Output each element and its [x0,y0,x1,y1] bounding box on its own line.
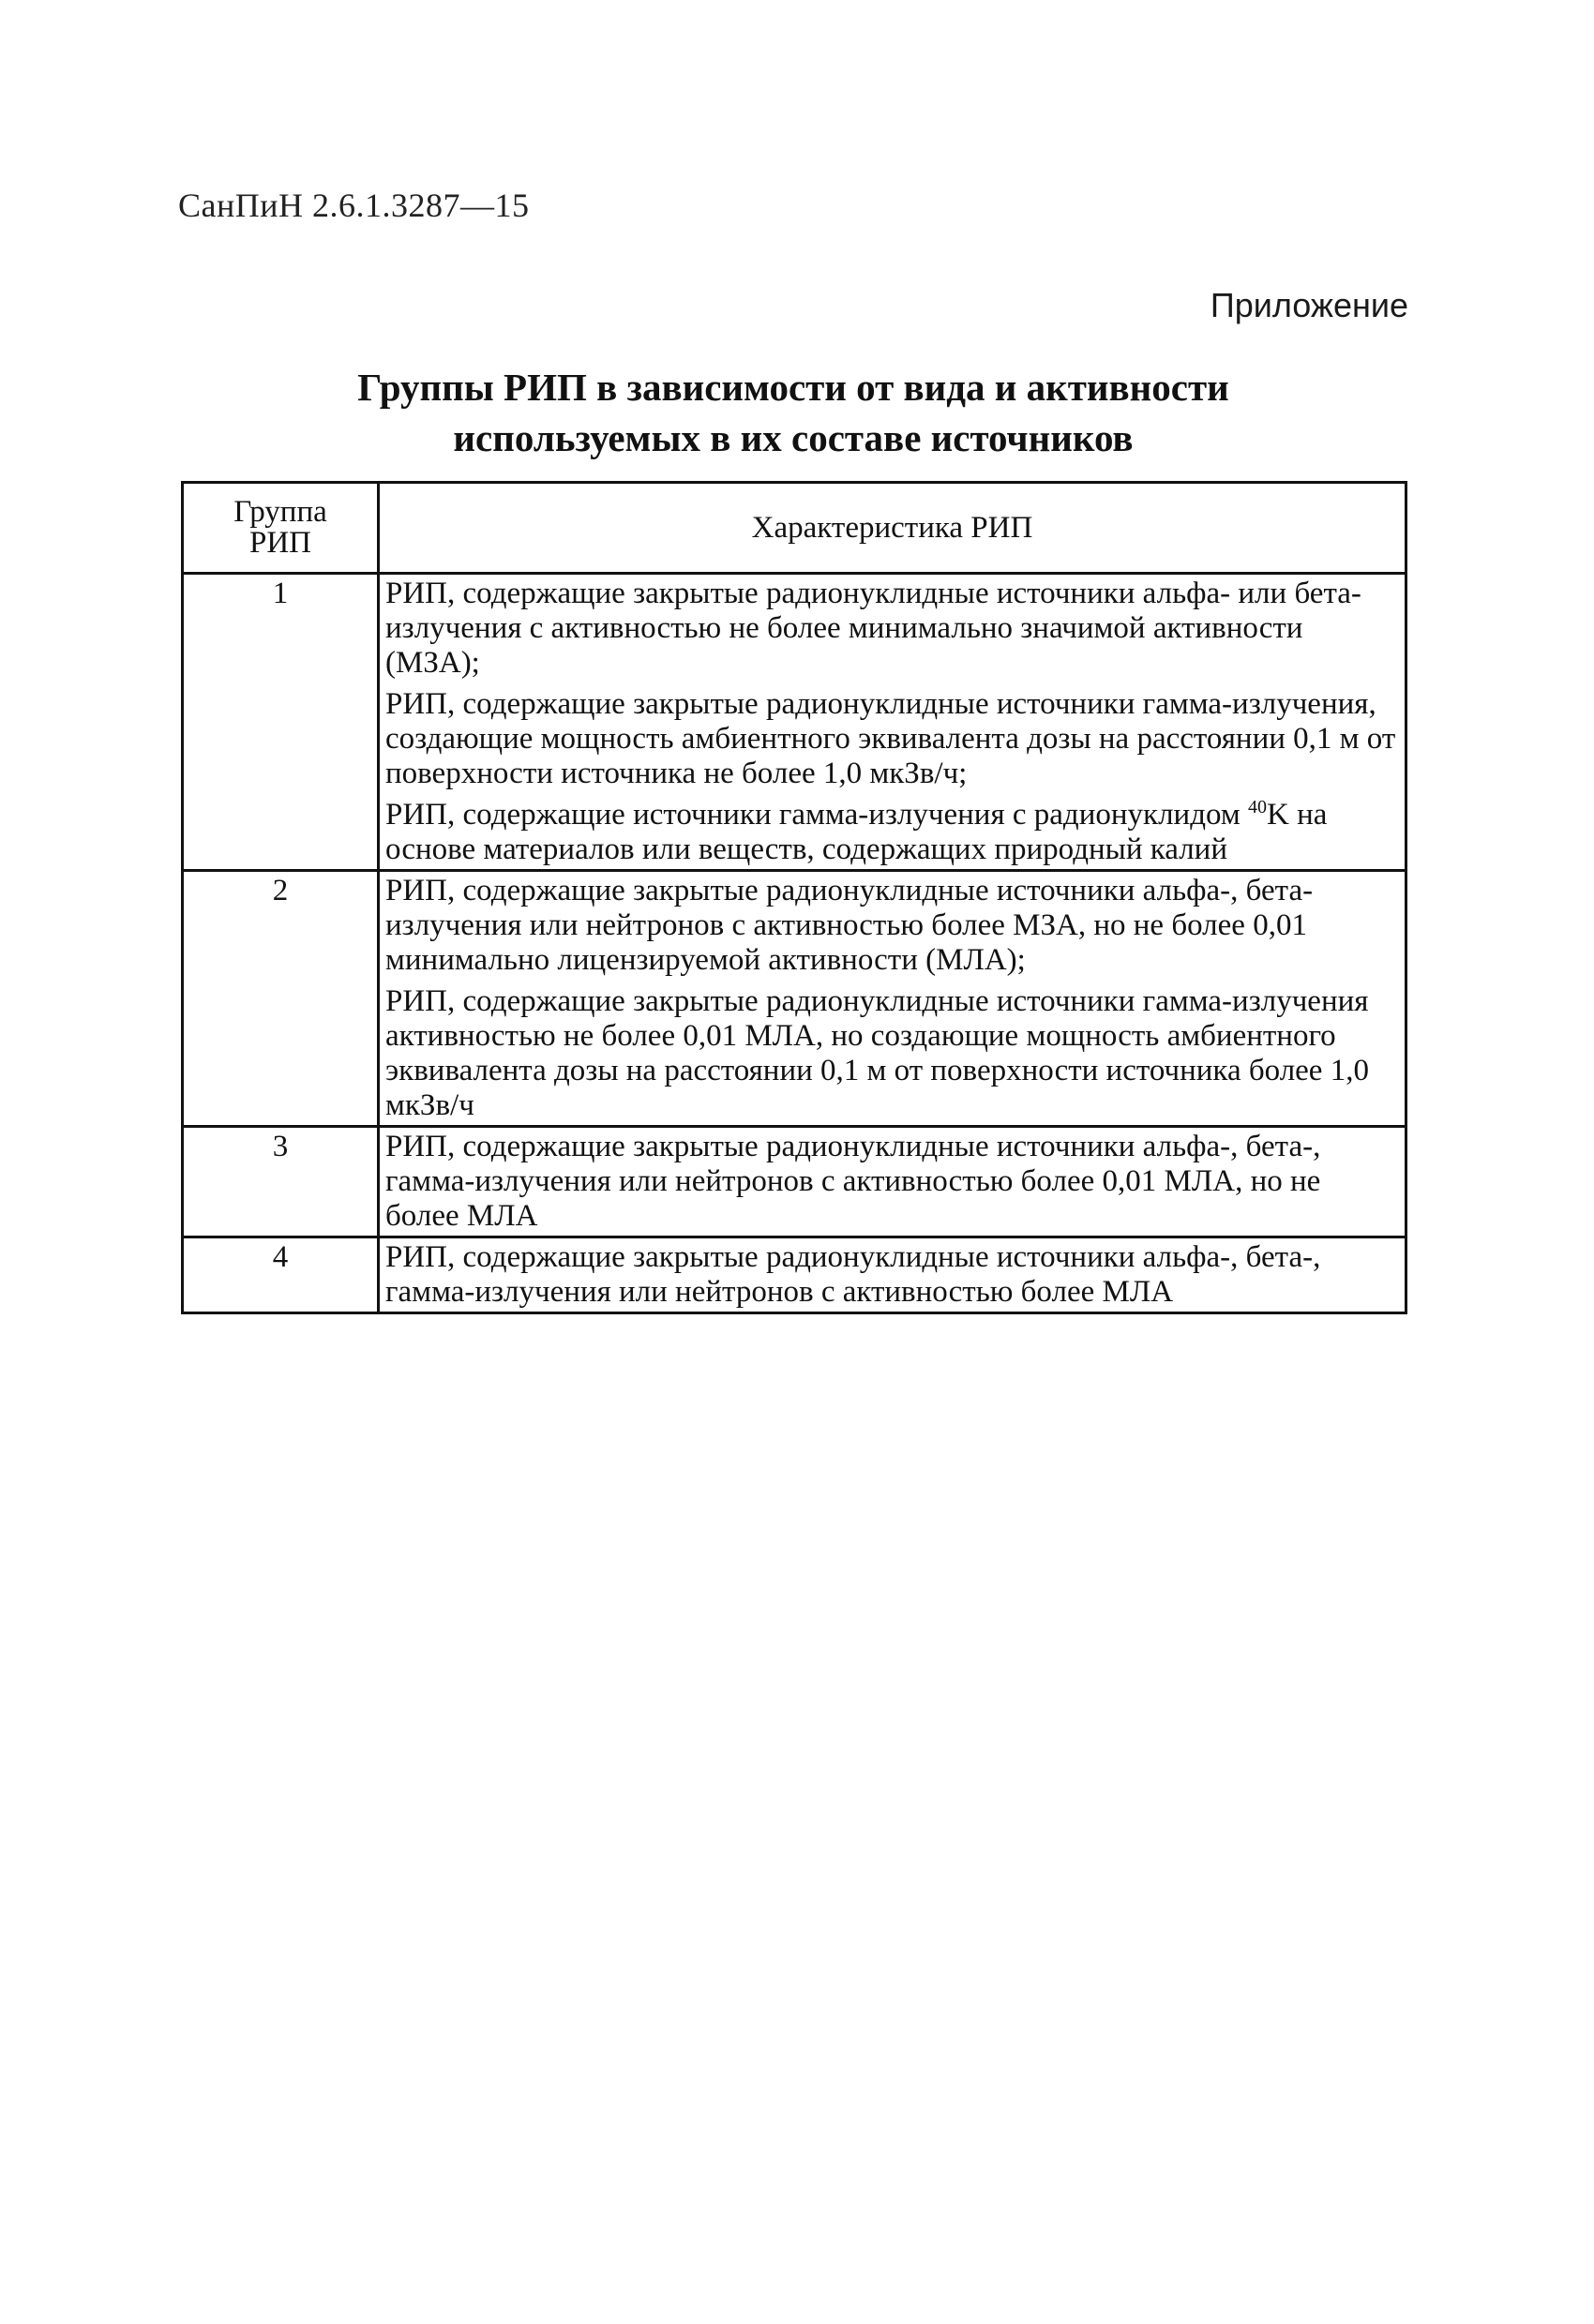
characteristic-paragraph: РИП, содержащие закрытые радионуклидные источники альфа- или бета-излучения с активностью не более минимально значимой активности (МЗА); [385,577,1361,680]
page-title [178,362,1408,463]
group-cell: 1 [183,574,379,871]
table-row [183,871,1406,1127]
characteristic-paragraph [385,798,1399,867]
table-row [183,1237,1406,1313]
appendix-label: Приложение [1210,286,1408,324]
table-header-row [183,483,1406,574]
group-cell: 3 [183,1127,379,1237]
characteristic-cell [379,871,1406,1127]
paragraph-text-before: РИП, содержащие источники гамма-излучения с радионуклидом [385,798,1248,832]
characteristic-cell [379,574,1406,871]
rip-groups-table [181,481,1407,1314]
characteristic-cell [379,1237,1406,1313]
column-header-characteristic: Характеристика РИП [379,483,1406,574]
characteristic-paragraph: РИП, содержащие закрытые радионуклидные источники альфа-, бета-, гамма-излучения или нейтронов с активностью более МЛА [385,1240,1321,1309]
paragraph-text-after: K на основе материалов или веществ, содержащих природный калий [385,798,1328,866]
isotope-mass-superscript: 40 [1248,797,1267,817]
document-code: СанПиН 2.6.1.3287—15 [178,187,530,224]
column-header-group-line-2: РИП [248,526,312,560]
page-title-line-1: Группы РИП в зависимости от вида и активности [357,366,1229,409]
characteristic-paragraph: РИП, содержащие закрытые радионуклидные источники гамма-излучения, создающие мощность амбиентного эквивалента дозы на расстоянии 0,1 м от поверхности источника не более 1,0 мкЗв/ч; [385,687,1396,790]
table-body [183,574,1406,1313]
table-row [183,574,1406,871]
page-title-line-2: используемых в их составе источников [453,416,1134,459]
column-header-group-line-1: Группа [233,495,327,529]
group-cell: 4 [183,1237,379,1313]
characteristic-cell [379,1127,1406,1237]
group-cell: 2 [183,871,379,1127]
characteristic-paragraph: РИП, содержащие закрытые радионуклидные источники альфа-, бета-излучения или нейтронов с активностью более МЗА, но не более 0,01 минимально лицензируемой активности (МЛА); [385,874,1314,977]
table-row [183,1127,1406,1237]
characteristic-paragraph: РИП, содержащие закрытые радионуклидные источники гамма-излучения активностью не более 0,01 МЛА, но создающие мощность амбиентного эквивалента дозы на расстоянии 0,1 м от поверхности источника более 1,0 мкЗв/ч [385,984,1369,1122]
column-header-group [183,483,379,574]
characteristic-paragraph: РИП, содержащие закрытые радионуклидные источники альфа-, бета-, гамма-излучения или нейтронов с активностью более 0,01 МЛА, но не более МЛА [385,1130,1321,1233]
